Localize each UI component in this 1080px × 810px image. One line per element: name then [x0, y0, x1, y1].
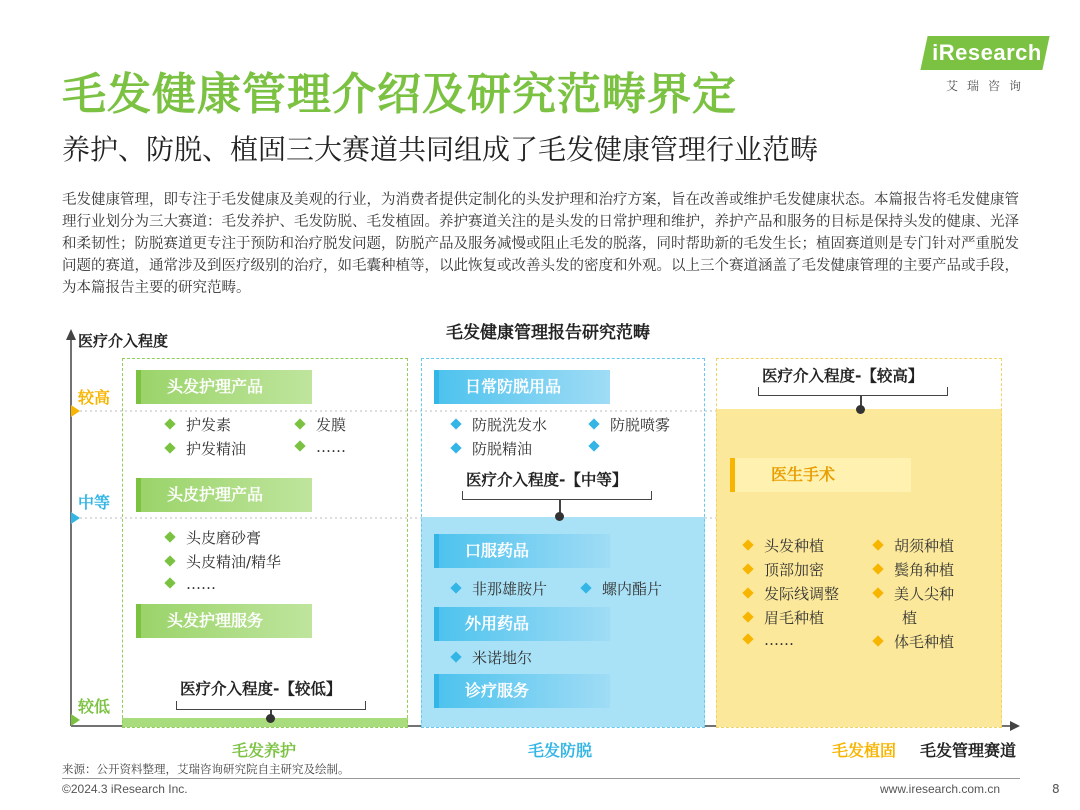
- list-item: 顶部加密: [744, 559, 824, 580]
- diamond-bullet-icon: [742, 587, 753, 598]
- diamond-bullet-icon: [872, 587, 883, 598]
- x-label-anti-loss: 毛发防脱: [528, 741, 593, 760]
- diamond-bullet-icon: [164, 418, 175, 429]
- intro-paragraph: 毛发健康管理，即专注于毛发健康及美观的行业，为消费者提供定制化的头发护理和治疗方案，旨在改善或维护毛发健康状态。本篇报告将毛发健康管理行业划分为三大赛道：毛发养护、毛发防脱、毛发植固。养护赛道关注的是头发的日常护理和维护，养护产品和服务的目标是保持头发的健康、光泽和柔韧性；防脱赛道更专注于预防和治疗脱发问题，防脱产品及服务减慢或阻止毛发的脱落，同时帮助新的毛发生长；植固赛道则是专门针对严重脱发问题的赛道，通常涉及到医疗级别的治疗，如毛囊种植等，以此恢复或改善头发的密度和外观。以上三个赛道涵盖了毛发健康管理的主要产品或手段，为本篇报告主要的研究范畴。: [62, 192, 1019, 296]
- tag-daily-anti-loss-products: 日常防脱用品: [439, 370, 610, 404]
- care-medical-level-callout: 医疗介入程度-【较低】: [180, 680, 342, 698]
- tag-oral-medicine: 口服药品: [439, 534, 610, 568]
- list-item: 体毛种植: [874, 631, 954, 652]
- anti-loss-medical-level-callout: 医疗介入程度-【中等】: [466, 471, 628, 489]
- diamond-bullet-icon: [588, 418, 599, 429]
- list-item: 鬓角种植: [874, 559, 954, 580]
- list-item: ……: [166, 575, 216, 593]
- list-item: ……: [744, 631, 794, 649]
- list-item: 非那雄胺片: [452, 578, 547, 599]
- diamond-bullet-icon: [450, 651, 461, 662]
- x-label-implant: 毛发植固: [832, 741, 897, 760]
- y-level-mid: 中等: [78, 493, 111, 512]
- website-link[interactable]: www.iresearch.com.cn: [880, 782, 1001, 796]
- tag-hair-care-products: 头发护理产品: [141, 370, 312, 404]
- diamond-bullet-icon: [164, 577, 175, 588]
- y-axis-arrow: [66, 329, 76, 340]
- brand-logo-subtitle: 艾瑞咨询: [945, 79, 1030, 93]
- implant-level-dot: [856, 405, 865, 414]
- diamond-bullet-icon: [164, 442, 175, 453]
- list-item: 头发种植: [744, 535, 824, 556]
- care-level-dot: [266, 714, 275, 723]
- page-number: 8: [1052, 782, 1060, 796]
- list-item: 螺内酯片: [582, 578, 662, 599]
- list-item: 防脱洗发水: [452, 414, 547, 435]
- x-label-care: 毛发养护: [232, 741, 297, 760]
- y-level-high: 较高: [78, 388, 111, 407]
- diamond-bullet-icon: [742, 611, 753, 622]
- anti-loss-callout-bracket: [462, 491, 652, 500]
- diamond-bullet-icon: [294, 418, 305, 429]
- diamond-bullet-icon: [742, 563, 753, 574]
- diamond-bullet-icon: [872, 563, 883, 574]
- diamond-bullet-icon: [742, 633, 753, 644]
- list-item: 防脱喷雾: [590, 414, 670, 435]
- tag-doctor-surgery: 医生手术: [735, 458, 911, 492]
- y-axis-label: 医疗介入程度: [78, 332, 169, 350]
- source-note: 来源：公开资料整理，艾瑞咨询研究院自主研究及绘制。: [62, 762, 350, 776]
- tag-hair-care-services: 头发护理服务: [141, 604, 312, 638]
- anti-loss-callout-stem: [559, 499, 561, 513]
- diagram-title: 毛发健康管理报告研究范畴: [446, 323, 650, 343]
- implant-medical-level-callout: 医疗介入程度-【较高】: [762, 367, 924, 385]
- diamond-bullet-icon: [742, 539, 753, 550]
- list-item: 胡须种植: [874, 535, 954, 556]
- brand-logo: iResearch: [932, 40, 1042, 65]
- diamond-bullet-icon: [588, 440, 599, 451]
- diamond-bullet-icon: [872, 635, 883, 646]
- page-subtitle: 养护、防脱、植固三大赛道共同组成了毛发健康管理行业范畴: [62, 133, 819, 166]
- diamond-bullet-icon: [450, 582, 461, 593]
- diamond-bullet-icon: [450, 442, 461, 453]
- list-item: 美人尖种: [874, 583, 954, 604]
- list-item: 发际线调整: [744, 583, 839, 604]
- list-item: 发膜: [296, 414, 346, 435]
- anti-loss-level-dot: [555, 512, 564, 521]
- page-title: 毛发健康管理介绍及研究范畴界定: [62, 69, 737, 120]
- footer-divider: [62, 778, 1020, 779]
- list-item: [590, 438, 610, 456]
- list-item: 眉毛种植: [744, 607, 824, 628]
- list-item: 头皮磨砂膏: [166, 527, 261, 548]
- diamond-bullet-icon: [872, 539, 883, 550]
- list-item: 头皮精油/精华: [166, 551, 281, 572]
- list-item: ……: [296, 438, 346, 456]
- list-item: 护发精油: [166, 438, 246, 459]
- y-marker-mid: [71, 512, 80, 524]
- diamond-bullet-icon: [164, 531, 175, 542]
- tag-clinical-services: 诊疗服务: [439, 674, 610, 708]
- copyright: ©2024.3 iResearch Inc.: [62, 782, 188, 796]
- x-axis-label: 毛发管理赛道: [920, 741, 1017, 760]
- diamond-bullet-icon: [164, 555, 175, 566]
- care-column-box: [122, 358, 408, 728]
- list-item: 防脱精油: [452, 438, 532, 459]
- diamond-bullet-icon: [580, 582, 591, 593]
- implant-callout-bracket: [758, 387, 948, 396]
- diamond-bullet-icon: [450, 418, 461, 429]
- y-level-low: 较低: [78, 697, 111, 716]
- diamond-bullet-icon: [294, 440, 305, 451]
- x-axis-arrow: [1010, 721, 1020, 731]
- list-item-continuation: 植: [902, 609, 918, 627]
- list-item: 米诺地尔: [452, 647, 532, 668]
- list-item: 护发素: [166, 414, 231, 435]
- tag-scalp-care-products: 头皮护理产品: [141, 478, 312, 512]
- tag-topical-medicine: 外用药品: [439, 607, 610, 641]
